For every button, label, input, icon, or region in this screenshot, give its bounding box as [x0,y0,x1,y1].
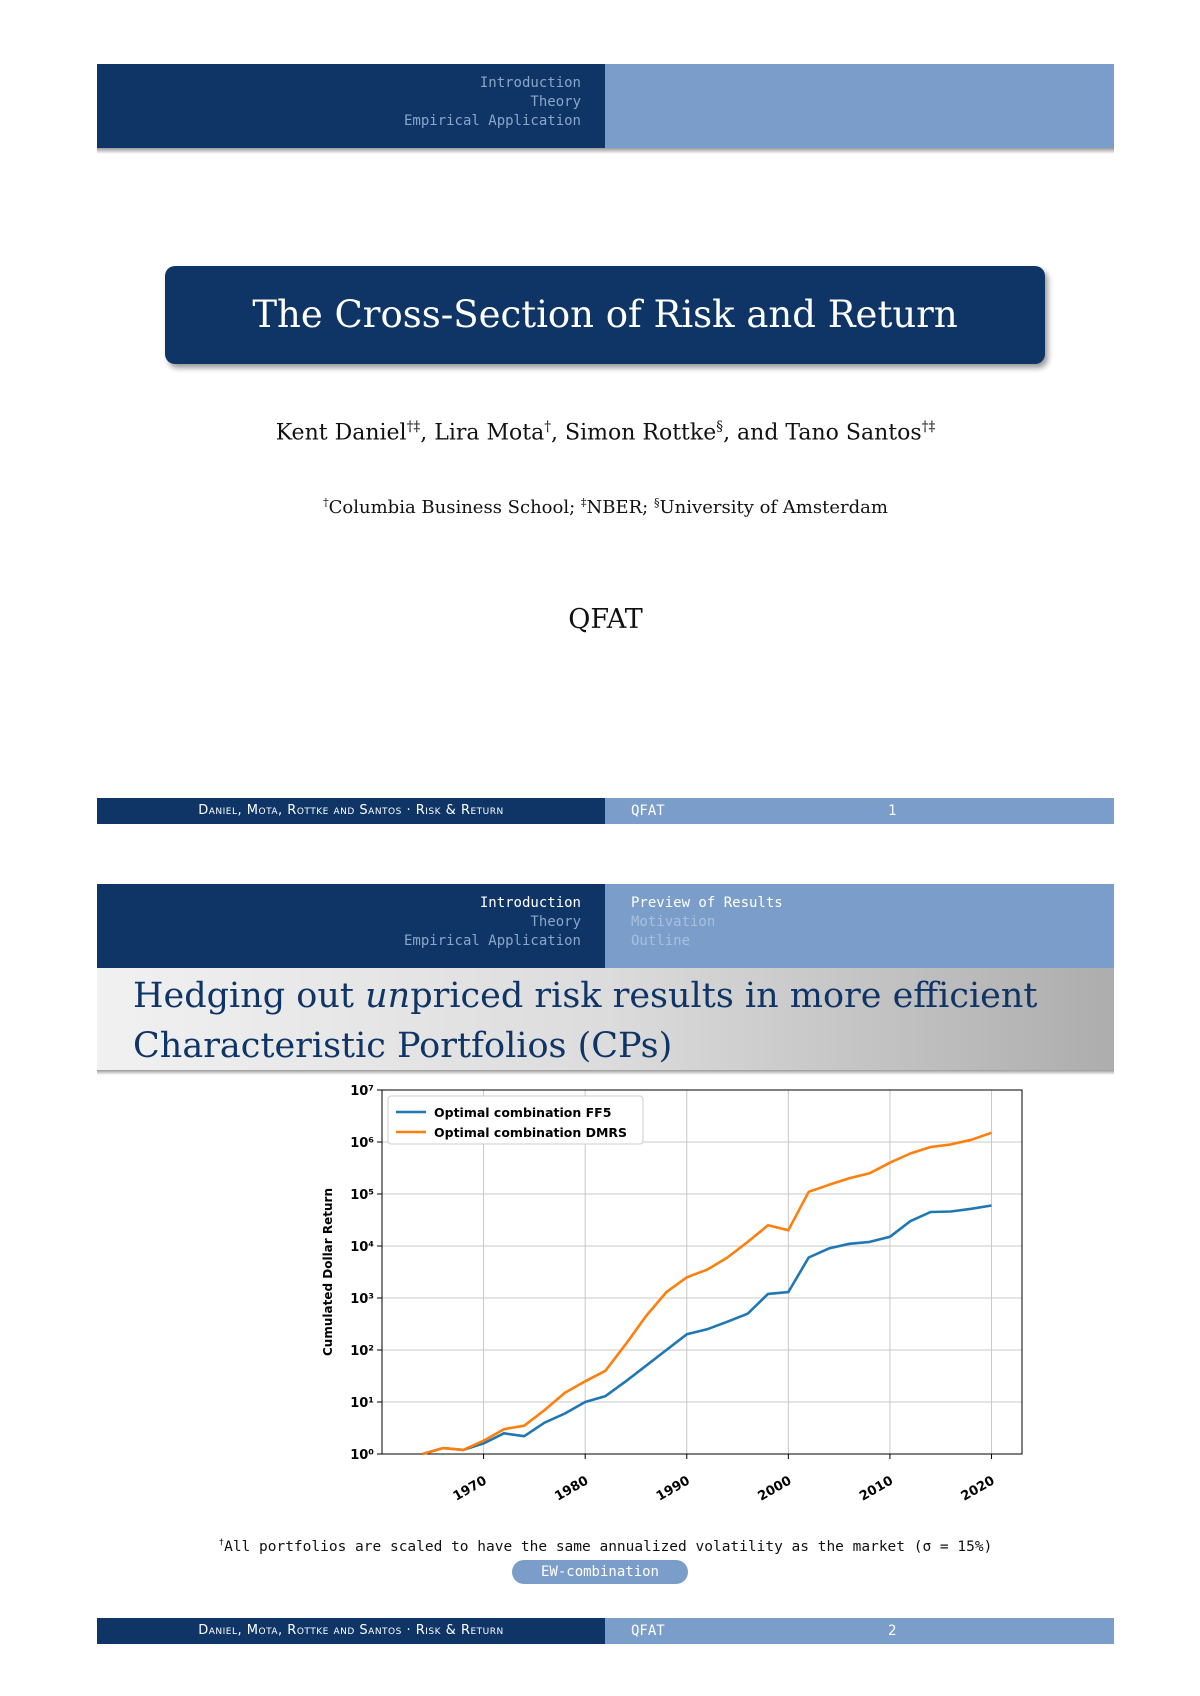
nav-introduction[interactable]: Introduction [479,75,581,91]
event-name: QFAT [568,604,643,635]
x-tick-label: 1980 [552,1473,592,1505]
authors [97,419,1114,445]
footnote-mark: † [218,1538,225,1548]
affil-mark: ‡ [580,496,587,509]
slide-footer [97,1618,1114,1644]
subsection-nav [631,894,783,951]
footer-page-number: 2 [888,1623,897,1639]
affil-text: University of Amsterdam [659,497,888,518]
slide-footer [97,798,1114,824]
y-tick-label: 10⁰ [350,1448,374,1463]
author-name: Kent Daniel [275,420,407,446]
nav-preview-of-results[interactable]: Preview of Results [631,895,783,911]
slide-1 [97,64,1114,834]
author-separator: , and [723,420,786,446]
author-mark: § [716,419,724,435]
author-name: Lira Mota [434,420,545,446]
y-tick-label: 10³ [350,1292,374,1307]
y-tick-label: 10⁴ [350,1240,374,1255]
x-tick-label: 2010 [857,1473,896,1505]
affiliations [97,496,1114,518]
section-nav [404,74,581,131]
header-left-panel [97,884,605,968]
y-tick-label: 10⁵ [350,1188,374,1203]
series-line-ff5 [423,1206,992,1455]
x-tick-label: 2020 [958,1473,998,1505]
header-shadow [97,148,1114,154]
frame-title-line-1 [133,971,1114,1021]
affil-text: NBER; [586,497,654,518]
header-right-panel [605,884,1114,968]
nav-empirical-application[interactable]: Empirical Application [403,113,581,129]
author-separator: , [420,420,435,446]
footnote [97,1538,1114,1555]
footer-authors: Daniel, Mota, Rottke and Santos · Risk & Return [97,798,605,824]
author-separator: , [551,420,566,446]
frame-title-line-2: Characteristic Portfolios (CPs) [133,1026,673,1066]
section-nav [404,894,581,951]
cumulative-return-chart [217,1076,998,1505]
x-tick-label: 1990 [653,1473,693,1505]
nav-motivation[interactable]: Motivation [631,914,716,930]
x-tick-label: 1970 [450,1473,490,1505]
x-tick-label: 2000 [755,1473,795,1505]
legend-label: Optimal combination FF5 [434,1105,612,1120]
y-tick-label: 10⁶ [350,1136,374,1151]
nav-outline[interactable]: Outline [631,933,691,949]
nav-empirical-application[interactable]: Empirical Application [403,933,581,949]
y-axis-label: Cumulated Dollar Return [321,1188,335,1356]
header-left-panel [97,64,605,148]
slide-header [97,884,1114,968]
nav-theory[interactable]: Theory [530,94,581,110]
y-tick-label: 10¹ [350,1396,374,1411]
author-mark: †‡ [406,419,421,435]
frame-title-part: priced risk results in more efficient [410,976,1038,1016]
footnote-text: All portfolios are scaled to have the same annualized volatility as the market (σ = 15%) [224,1538,993,1555]
affil-text: Columbia Business School; [328,497,581,518]
footer-authors: Daniel, Mota, Rottke and Santos · Risk & Return [97,1618,605,1644]
author-mark: † [544,419,552,435]
footer-page-number: 1 [888,803,897,819]
frame-title-part: Hedging out [133,976,366,1016]
legend-label: Optimal combination DMRS [434,1125,628,1140]
frame-title-shadow [97,1070,1114,1075]
header-right-panel [605,64,1114,148]
slide-2 [97,884,1114,1654]
footer-right-panel [605,1618,1114,1644]
series-line-dmrs [423,1133,992,1454]
footer-right-panel [605,798,1114,824]
footer-event: QFAT [631,803,665,819]
nav-introduction[interactable]: Introduction [479,895,581,911]
footer-event: QFAT [631,1623,665,1639]
nav-theory[interactable]: Theory [530,914,581,930]
frame-title-emphasis: un [365,976,411,1016]
slide-header [97,64,1114,148]
slide-title: The Cross-Section of Risk and Return [165,266,1045,364]
y-tick-label: 10⁷ [350,1084,374,1099]
affil-mark: § [653,496,660,509]
affil-mark: † [323,496,329,509]
ew-combination-button[interactable]: EW-combination [512,1560,688,1584]
frame-title [97,968,1114,1070]
author-name: Simon Rottke [565,420,717,446]
author-mark: †‡ [921,419,936,435]
y-tick-label: 10² [350,1344,374,1359]
author-name: Tano Santos [785,420,922,446]
